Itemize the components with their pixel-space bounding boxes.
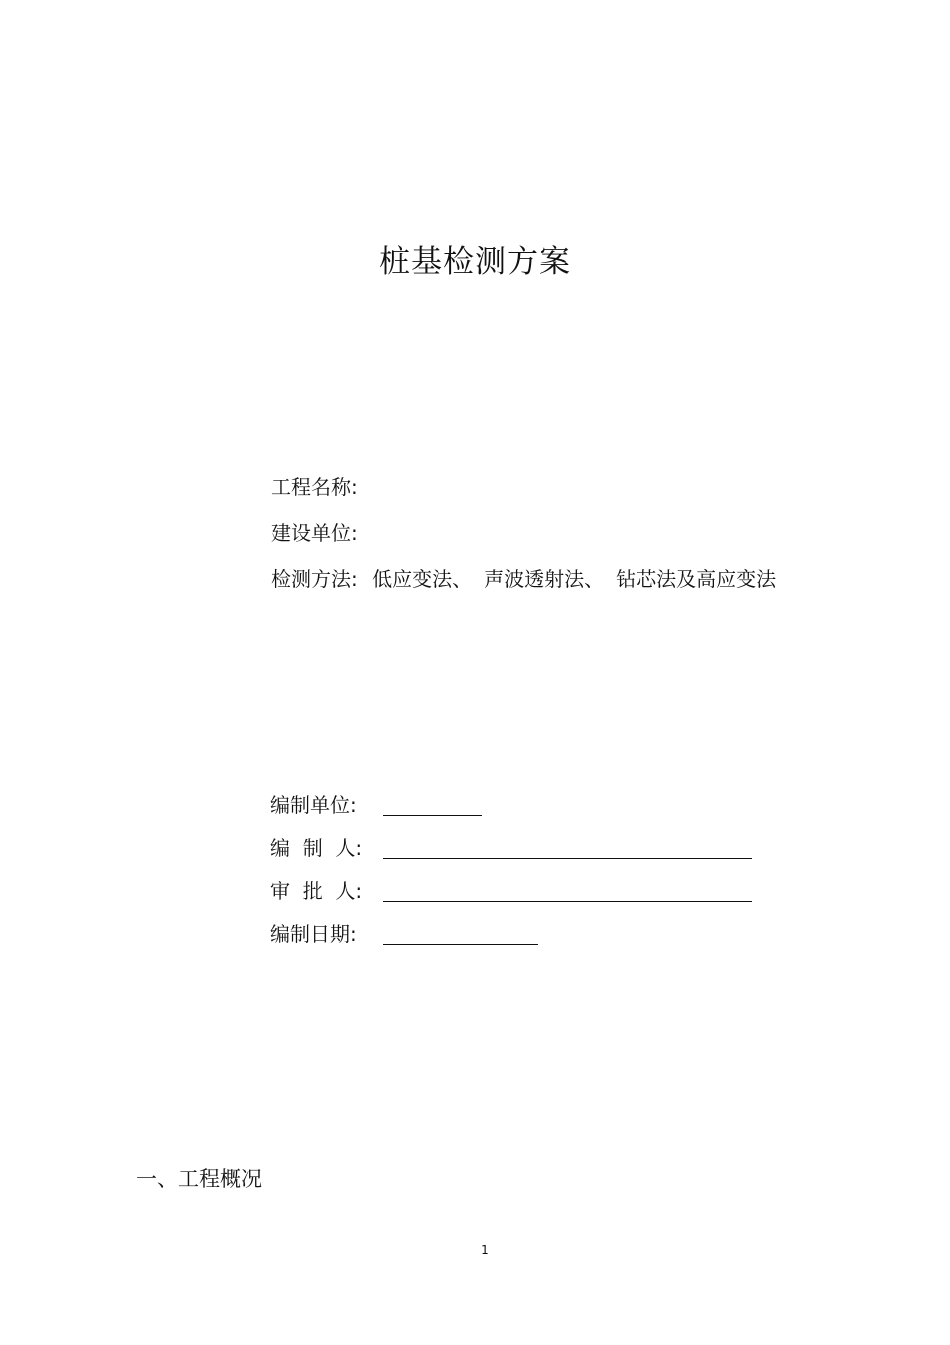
approver-row <box>270 876 383 919</box>
builder-label: 建设单位: <box>271 521 358 545</box>
approver-label: 审 批 人: <box>270 879 363 903</box>
project-name-label: 工程名称: <box>271 475 358 499</box>
method-list <box>372 564 776 594</box>
method-item: 声波透射法、 <box>484 567 605 591</box>
compiler-unit-label: 编制单位: <box>270 793 357 817</box>
date-row <box>270 919 383 962</box>
method-label: 检测方法: <box>271 567 358 591</box>
date-blank-line <box>383 944 538 945</box>
section-heading: 一、工程概况 <box>136 1167 262 1191</box>
compiler-row <box>270 833 383 876</box>
project-info-block <box>271 472 776 610</box>
document-title: 桩基检测方案 <box>379 244 571 280</box>
method-item: 钻芯法及高应变法 <box>616 567 777 591</box>
builder-row <box>271 518 776 564</box>
approver-blank-line <box>383 901 752 902</box>
page-number: 1 <box>481 1243 489 1257</box>
project-name-row <box>271 472 776 518</box>
compiler-unit-blank-line <box>383 815 482 816</box>
method-row <box>271 564 776 610</box>
method-item: 低应变法、 <box>372 567 473 591</box>
compiler-blank-line <box>383 858 752 859</box>
date-label: 编制日期: <box>270 922 357 946</box>
compiler-label: 编 制 人: <box>270 836 363 860</box>
signoff-block <box>270 790 383 962</box>
compiler-unit-row <box>270 790 383 833</box>
